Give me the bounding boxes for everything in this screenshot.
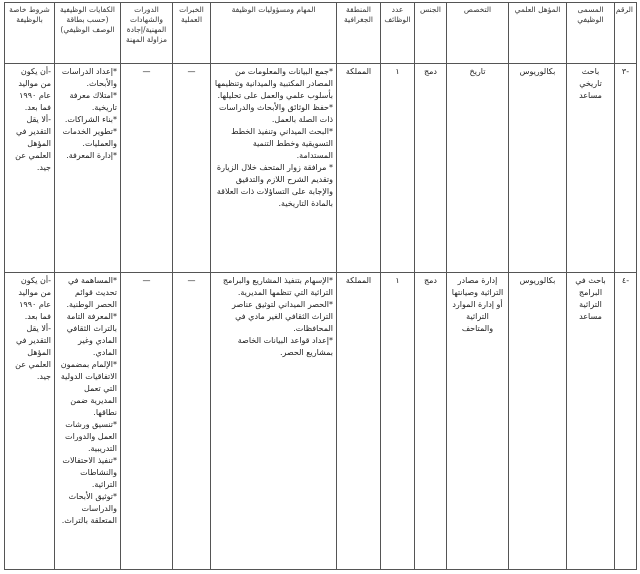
competencies-cell bbox=[55, 273, 121, 570]
job-count: ١ bbox=[381, 273, 415, 570]
table-row bbox=[5, 64, 637, 273]
competency-item: *تنسيق ورشات العمل والدورات التدريبية. bbox=[65, 420, 117, 453]
competency-item: *بناء الشراكات. bbox=[64, 115, 117, 124]
conditions-cell bbox=[5, 64, 55, 273]
task-item: * مرافقة زوار المتحف خلال الزيارة وتقديم الشرح اللازم والتدقيق والإجابة على التساؤلات ذات العلاقة بالمادة التاريخية. bbox=[216, 163, 333, 208]
header-cell: المهام ومسؤوليات الوظيفة bbox=[211, 3, 337, 64]
competency-item: *إدارة المعرفة. bbox=[66, 151, 117, 160]
competency-item: *المعرفة التامة بالتراث الثقافي المادي وغير المادي. bbox=[66, 312, 117, 357]
task-item: *جمع البيانات والمعلومات من المصادر المكتبية والميدانية وتنظيمها بأسلوب علمي والعمل على تحليلها. bbox=[214, 67, 333, 100]
task-item: *إعداد قواعد البيانات الخاصة بمشاريع الحصر. bbox=[237, 336, 333, 357]
task-item: *حفظ الوثائق والأبحاث والدراسات ذات الصلة بالعمل. bbox=[218, 103, 333, 124]
header-cell: الخبرات العملية bbox=[173, 3, 211, 64]
task-item: *البحث الميداني وتنفيذ الخطط التسويقية وخطط التنمية المستدامة. bbox=[231, 127, 333, 160]
header-cell: شروط خاصة بالوظيفة bbox=[5, 3, 55, 64]
header-cell: الدورات والشهادات المهنية/إجادة مزاولة المهنة bbox=[121, 3, 173, 64]
competency-item: *المساهمة في تحديث قوائم الحصر الوطنية. bbox=[66, 276, 117, 309]
job-title: باحث في البرامج التراثية مساعد bbox=[567, 273, 615, 570]
competency-item: *تنفيذ الاحتفالات والنشاطات التراثية. bbox=[62, 456, 117, 489]
competencies-cell bbox=[55, 64, 121, 273]
condition-item: -ألا يقل التقدير في المؤهل العلمي عن جيد. bbox=[15, 324, 51, 381]
condition-item: -ألا يقل التقدير في المؤهل العلمي عن جيد. bbox=[15, 115, 51, 172]
task-item: *الإسهام بتنفيذ المشاريع والبرامج التراثية التي تنظمها المديرية. bbox=[222, 276, 333, 297]
header-cell: الرقم bbox=[615, 3, 637, 64]
header-cell: المسمى الوظيفي bbox=[567, 3, 615, 64]
header-cell: الجنس bbox=[415, 3, 447, 64]
condition-item: -أن يكون من مواليد عام ١٩٩٠ فما بعد. bbox=[18, 276, 51, 321]
table-row bbox=[5, 273, 637, 570]
experience: — bbox=[173, 273, 211, 570]
tasks-cell bbox=[211, 273, 337, 570]
courses: — bbox=[121, 64, 173, 273]
job-title: باحث تاريخي مساعد bbox=[567, 64, 615, 273]
competency-item: *إعداد الدراسات والأبحاث. bbox=[61, 67, 117, 88]
region: المملكة bbox=[337, 273, 381, 570]
competency-item: *تطوير الخدمات والعمليات. bbox=[62, 127, 117, 148]
header-cell: المنطقة الجغرافية bbox=[337, 3, 381, 64]
header-row bbox=[5, 3, 637, 64]
job-count: ١ bbox=[381, 64, 415, 273]
gender: دمج bbox=[415, 273, 447, 570]
specialty: تاريخ bbox=[447, 64, 509, 273]
header-cell: الكفايات الوظيفية (حسب بطاقة الوصف الوظيفي) bbox=[55, 3, 121, 64]
qualification: بكالوريوس bbox=[509, 64, 567, 273]
header-cell: المؤهل العلمي bbox=[509, 3, 567, 64]
jobs-table bbox=[4, 2, 637, 570]
competency-item: *امتلاك معرفة تاريخية. bbox=[69, 91, 117, 112]
task-item: *الحصر الميداني لتوثيق عناصر التراث الثقافي الغير مادي في المحافظات. bbox=[232, 300, 333, 333]
region: المملكة bbox=[337, 64, 381, 273]
condition-item: -أن يكون من مواليد عام ١٩٩٠ فما بعد. bbox=[18, 67, 51, 112]
competency-item: *الإلمام بمضمون الاتفاقيات الدولية التي تعمل المديرية ضمن نطاقها. bbox=[60, 360, 117, 417]
competency-item: *توثيق الأبحاث والدراسات المتعلقة بالتراث. bbox=[61, 492, 117, 525]
conditions-cell bbox=[5, 273, 55, 570]
tasks-cell bbox=[211, 64, 337, 273]
gender: دمج bbox=[415, 64, 447, 273]
experience: — bbox=[173, 64, 211, 273]
specialty: إدارة مصادر التراثية وصيانتها أو إدارة الموارد التراثية والمتاحف bbox=[447, 273, 509, 570]
row-number: -٣ bbox=[615, 64, 637, 273]
row-number: -٤ bbox=[615, 273, 637, 570]
header-cell: عدد الوظائف bbox=[381, 3, 415, 64]
header-cell: التخصص bbox=[447, 3, 509, 64]
qualification: بكالوريوس bbox=[509, 273, 567, 570]
courses: — bbox=[121, 273, 173, 570]
